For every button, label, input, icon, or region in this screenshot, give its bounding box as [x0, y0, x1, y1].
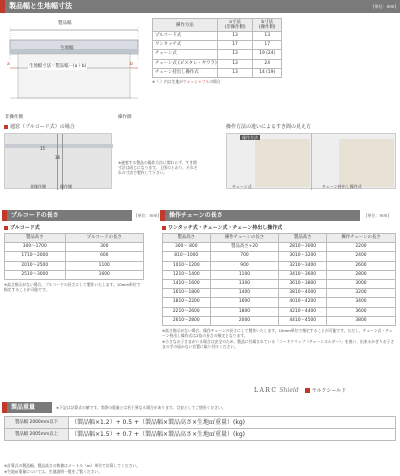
ab-dimension-table: [152, 18, 282, 84]
non-operation-side-label-2: 非操作側: [30, 184, 46, 189]
table-row: プルコード式 13 13: [153, 32, 282, 41]
section-header-chain: [160, 210, 360, 221]
unit-label: [単位：mm]: [136, 213, 159, 218]
logo-square-icon: [305, 388, 310, 393]
chain-note-1: ※高さ指示がない場合、操作チェーンの長さにして製作いたします。10mm単位で指定することが可能です。ただし、チェーン式・チェーン持出し操作式は2倍の長さの指定となります。: [162, 328, 393, 339]
pullcord-note: ※高さ指示がない場合、プルコードの長さにして製作いたします。10mm単位で指定することが可能です。: [4, 282, 141, 293]
formula-label: 生地幅寸法＝製品幅－(a＋b): [29, 64, 87, 69]
gap-visibility-title: 操作方法の違いによるすき間の見え方: [226, 124, 312, 130]
larc-shield-logo: LARC Shield ラルクシールド: [254, 387, 347, 394]
table-row: 810～1000 700 3010～3200 2400: [163, 252, 396, 261]
table-row: 2210～2600 1800 4210～4400 3600: [163, 307, 396, 316]
fabric-width-label: 生地幅: [60, 46, 74, 51]
chain-table: [162, 233, 396, 349]
pullcord-subtitle: プルコード式: [4, 225, 40, 232]
connected-window-title: 通窓（プルコード式）の場合: [4, 124, 75, 131]
table-row: 2610～2800 2000 4410～4500 3800: [163, 316, 396, 325]
table-header-row: 製品高さ プルコードの長さ: [5, 234, 144, 243]
unit-label: [単位：mm]: [366, 213, 389, 218]
chain-note-2: ※小さなお子さまがいる場合は安全のため、製品に付属されている「コードクリップ（チェーンホルダー）」を使い、出来るかぎりお子さまの手の届かない位置に取り付けください。: [162, 339, 395, 350]
gap-note: ※連窓する製品の操作方法に関わらず、すき間寸法は同じになります。上図のとおり、それぞれの寸法で製作して下さい。: [118, 160, 198, 175]
weight-top-note: ※下記は計算式の値です。実際の重量とは若干異なる場合があります。目安としてご使用ください。: [56, 405, 226, 410]
table-row: 300～1700 300: [5, 243, 144, 252]
table-row: 製品幅 2005mm以上 （製品幅×1.5）+ 0.7 +（製品幅×製品高さ×生地㎡重量）(kg): [5, 429, 396, 441]
section-header-pullcord: [2, 210, 132, 221]
section-title: 操作チェーンの長さ: [169, 211, 223, 219]
chain-subtitle: ワンタッチ式・チェーン式・チェーン持出し操作式: [162, 225, 282, 232]
section-title: 製品幅と生地幅寸法: [9, 1, 72, 10]
operation-tag: 操作方法: [242, 135, 258, 140]
operation-side-label-2: 操作側: [60, 184, 72, 189]
washable-note: ※（ ）内は生地がウォッシャブルの場合: [152, 79, 221, 85]
gap-dimension-36: 36: [55, 155, 61, 160]
table-row: チェーン式 (ピスタレ・ヤワラ) 13 24: [153, 59, 282, 68]
b-label: b: [130, 62, 133, 67]
unit-label: [単位：mm]: [373, 4, 396, 9]
section-header-weight: [2, 402, 52, 413]
a-label: a: [7, 62, 10, 67]
weight-note-1: ※計算式の製品幅、製品高さの数値はメートル（m）単位で計算してください。: [4, 463, 140, 468]
section-title: プルコードの長さ: [11, 211, 59, 219]
table-row: チェーン持出し操作式 13 14 (19): [153, 68, 282, 77]
table-row: 2510～3000 1600: [5, 270, 144, 279]
table-row: 300～ 800 製品高さ+20 2810～3000 2200: [163, 243, 396, 252]
table-row: 1710～2000 600: [5, 252, 144, 261]
chain-extended-caption: チェーン持出し操作式: [322, 184, 362, 189]
gap-visibility-photo: [226, 133, 396, 189]
table-row: 2010～2500 1100: [5, 261, 144, 270]
non-operation-side-label: 非操作側: [5, 115, 23, 120]
section-title: 製品重量: [11, 403, 36, 411]
weight-table: [4, 416, 396, 441]
table-row: ワンタッチ式 17 17: [153, 41, 282, 50]
table-row: 1810～2200 1600 4010～4200 3400: [163, 298, 396, 307]
table-row: 1610～1800 1400 3810～4000 3200: [163, 289, 396, 298]
section-header-dimensions: [0, 0, 400, 13]
table-row: 1410～1600 1300 3610～3800 3000: [163, 280, 396, 289]
table-row: 1210～1400 1100 3410～3600 2800: [163, 270, 396, 279]
product-width-label: 製品幅: [58, 21, 72, 26]
pullcord-table: [4, 233, 144, 292]
connected-window-photo: [4, 133, 112, 189]
table-row: 1010～1200 900 3210～3400 2600: [163, 261, 396, 270]
weight-note-2: ※生地㎡重量については、生地説明一覧をご覧ください。: [4, 469, 103, 474]
table-row: 製品幅 2000mm以下 （製品幅×1.2）+ 0.5 +（製品幅×製品高さ×生地㎡重量）(kg): [5, 417, 396, 429]
chain-caption: チェーン式: [232, 184, 252, 189]
table-header-row: 操作方法 a寸法 (非操作側) b寸法 (操作側): [153, 19, 282, 32]
operation-side-label: 操作側: [118, 115, 132, 120]
gap-dimension-15: 15: [40, 146, 46, 151]
table-row: チェーン式 13 19 (24): [153, 50, 282, 59]
table-header-row: 製品高さ 操作チェーンの長さ 製品高さ 操作チェーンの長さ: [163, 234, 396, 243]
